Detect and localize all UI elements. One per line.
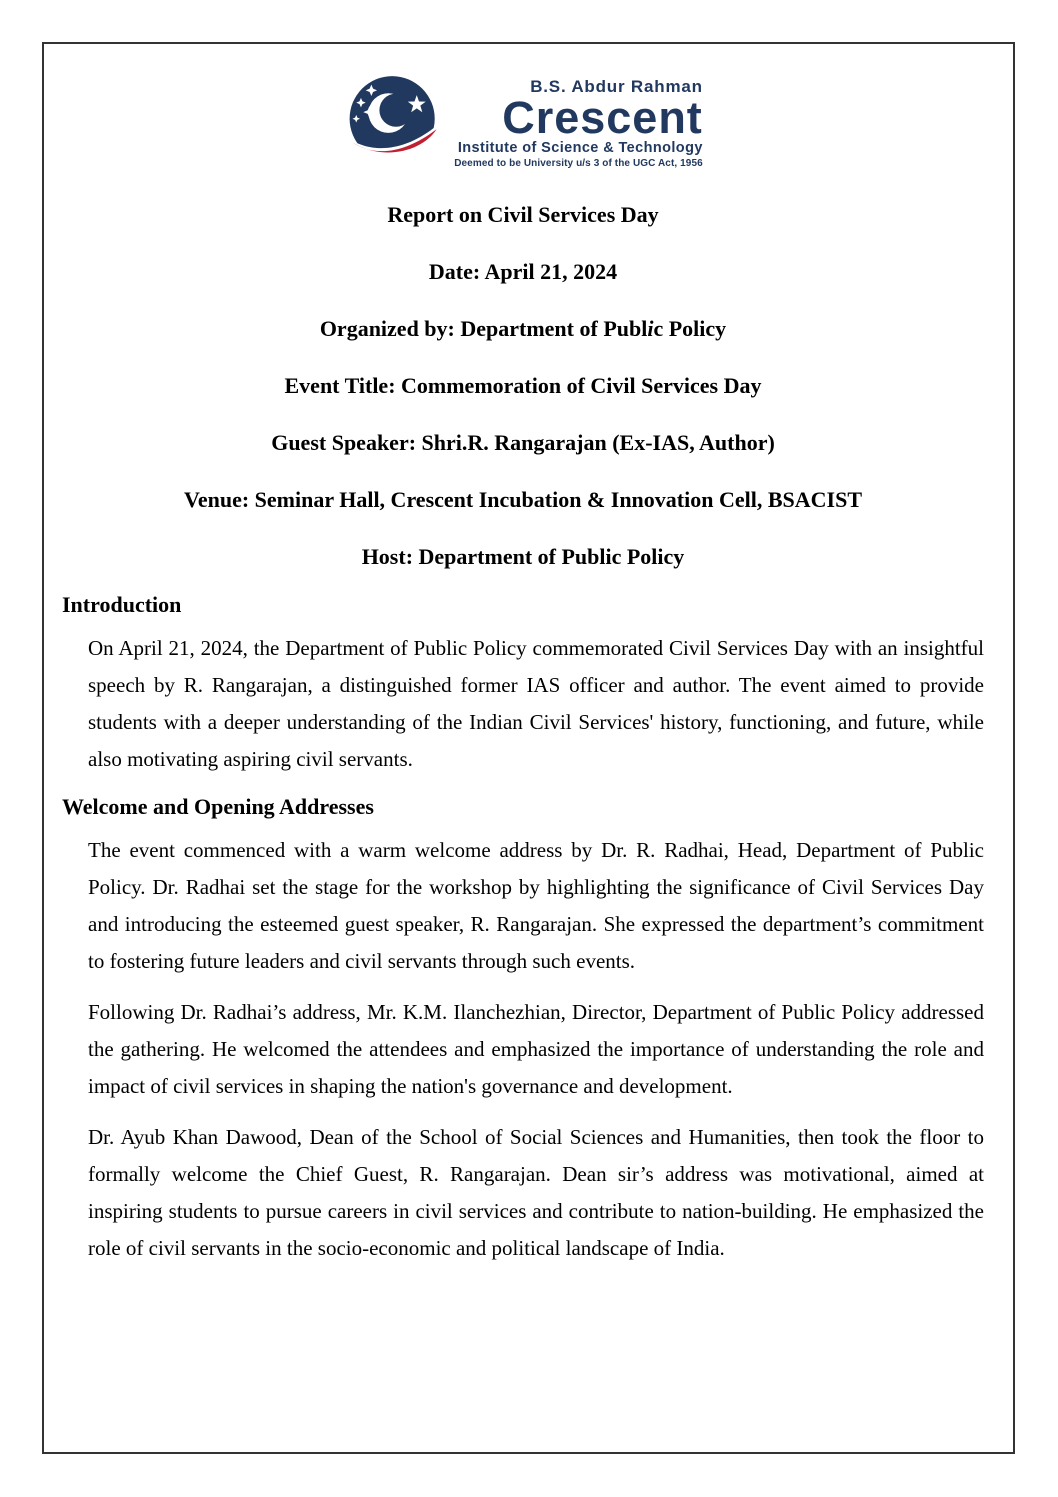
introduction-paragraph: On April 21, 2024, the Department of Public Policy commemorated Civil Services Day with an insightful speech by R. Rangarajan, a distinguished former IAS officer and author. The event aimed to provide students with a deeper understanding of the Indian Civil Services' history, functioning, and future, while also motivating aspiring civil servants. bbox=[88, 636, 984, 771]
welcome-paragraph-1: The event commenced with a warm welcome address by Dr. R. Radhai, Head, Department of Public Policy. Dr. Radhai set the stage for the workshop by highlighting the significance of Civil Services Day and introducing the esteemed guest speaker, R. Rangarajan. She expressed the department’s commitment to fostering future leaders and civil servants through such events. bbox=[88, 838, 984, 973]
guest-speaker-line: Guest Speaker: Shri.R. Rangarajan (Ex-IAS, Author) bbox=[271, 430, 775, 455]
logo-brand-top: B.S. Abdur Rahman bbox=[530, 77, 703, 96]
logo-text-block bbox=[454, 78, 703, 169]
organized-italic-i: i bbox=[647, 316, 654, 341]
institution-logo bbox=[62, 75, 984, 170]
page-border bbox=[42, 42, 1015, 1454]
crescent-emblem-icon bbox=[343, 75, 447, 170]
organized-pre: Organized by: Department of Publ bbox=[319, 316, 648, 341]
welcome-paragraph-3: Dr. Ayub Khan Dawood, Dean of the School of Social Sciences and Humanities, then took the floor to formally welcome the Chief Guest, R. Rangarajan. Dean sir’s address was motivational, aimed at inspiring students to pursue careers in civil services and contribute to nation-building. He emphasized the role of civil servants in the socio-economic and political landscape of India. bbox=[88, 1125, 984, 1260]
welcome-paragraph-2: Following Dr. Radhai’s address, Mr. K.M. Ilanchezhian, Director, Department of Public Policy addressed the gathering. He welcomed the attendees and emphasized the importance of understanding the role and impact of civil services in shaping the nation's governance and development. bbox=[88, 1000, 984, 1098]
document-header bbox=[62, 201, 984, 571]
host-line: Host: Department of Public Policy bbox=[361, 544, 685, 569]
logo-brand-name: Crescent bbox=[502, 92, 703, 143]
venue-line: Venue: Seminar Hall, Crescent Incubation & Innovation Cell, BSACIST bbox=[183, 487, 862, 512]
section-heading-introduction: Introduction bbox=[62, 592, 182, 617]
section-heading-welcome-addresses: Welcome and Opening Addresses bbox=[62, 794, 374, 819]
report-title: Report on Civil Services Day bbox=[387, 202, 659, 227]
logo-brand-tagline: Deemed to be University u/s 3 of the UGC Act, 1956 bbox=[454, 158, 703, 169]
date-line: Date: April 21, 2024 bbox=[428, 259, 618, 284]
organized-post: c Policy bbox=[653, 316, 727, 341]
event-title-line: Event Title: Commemoration of Civil Services Day bbox=[284, 373, 762, 398]
logo-brand-subtitle: Institute of Science & Technology bbox=[457, 140, 703, 156]
organized-by-line bbox=[62, 315, 984, 343]
